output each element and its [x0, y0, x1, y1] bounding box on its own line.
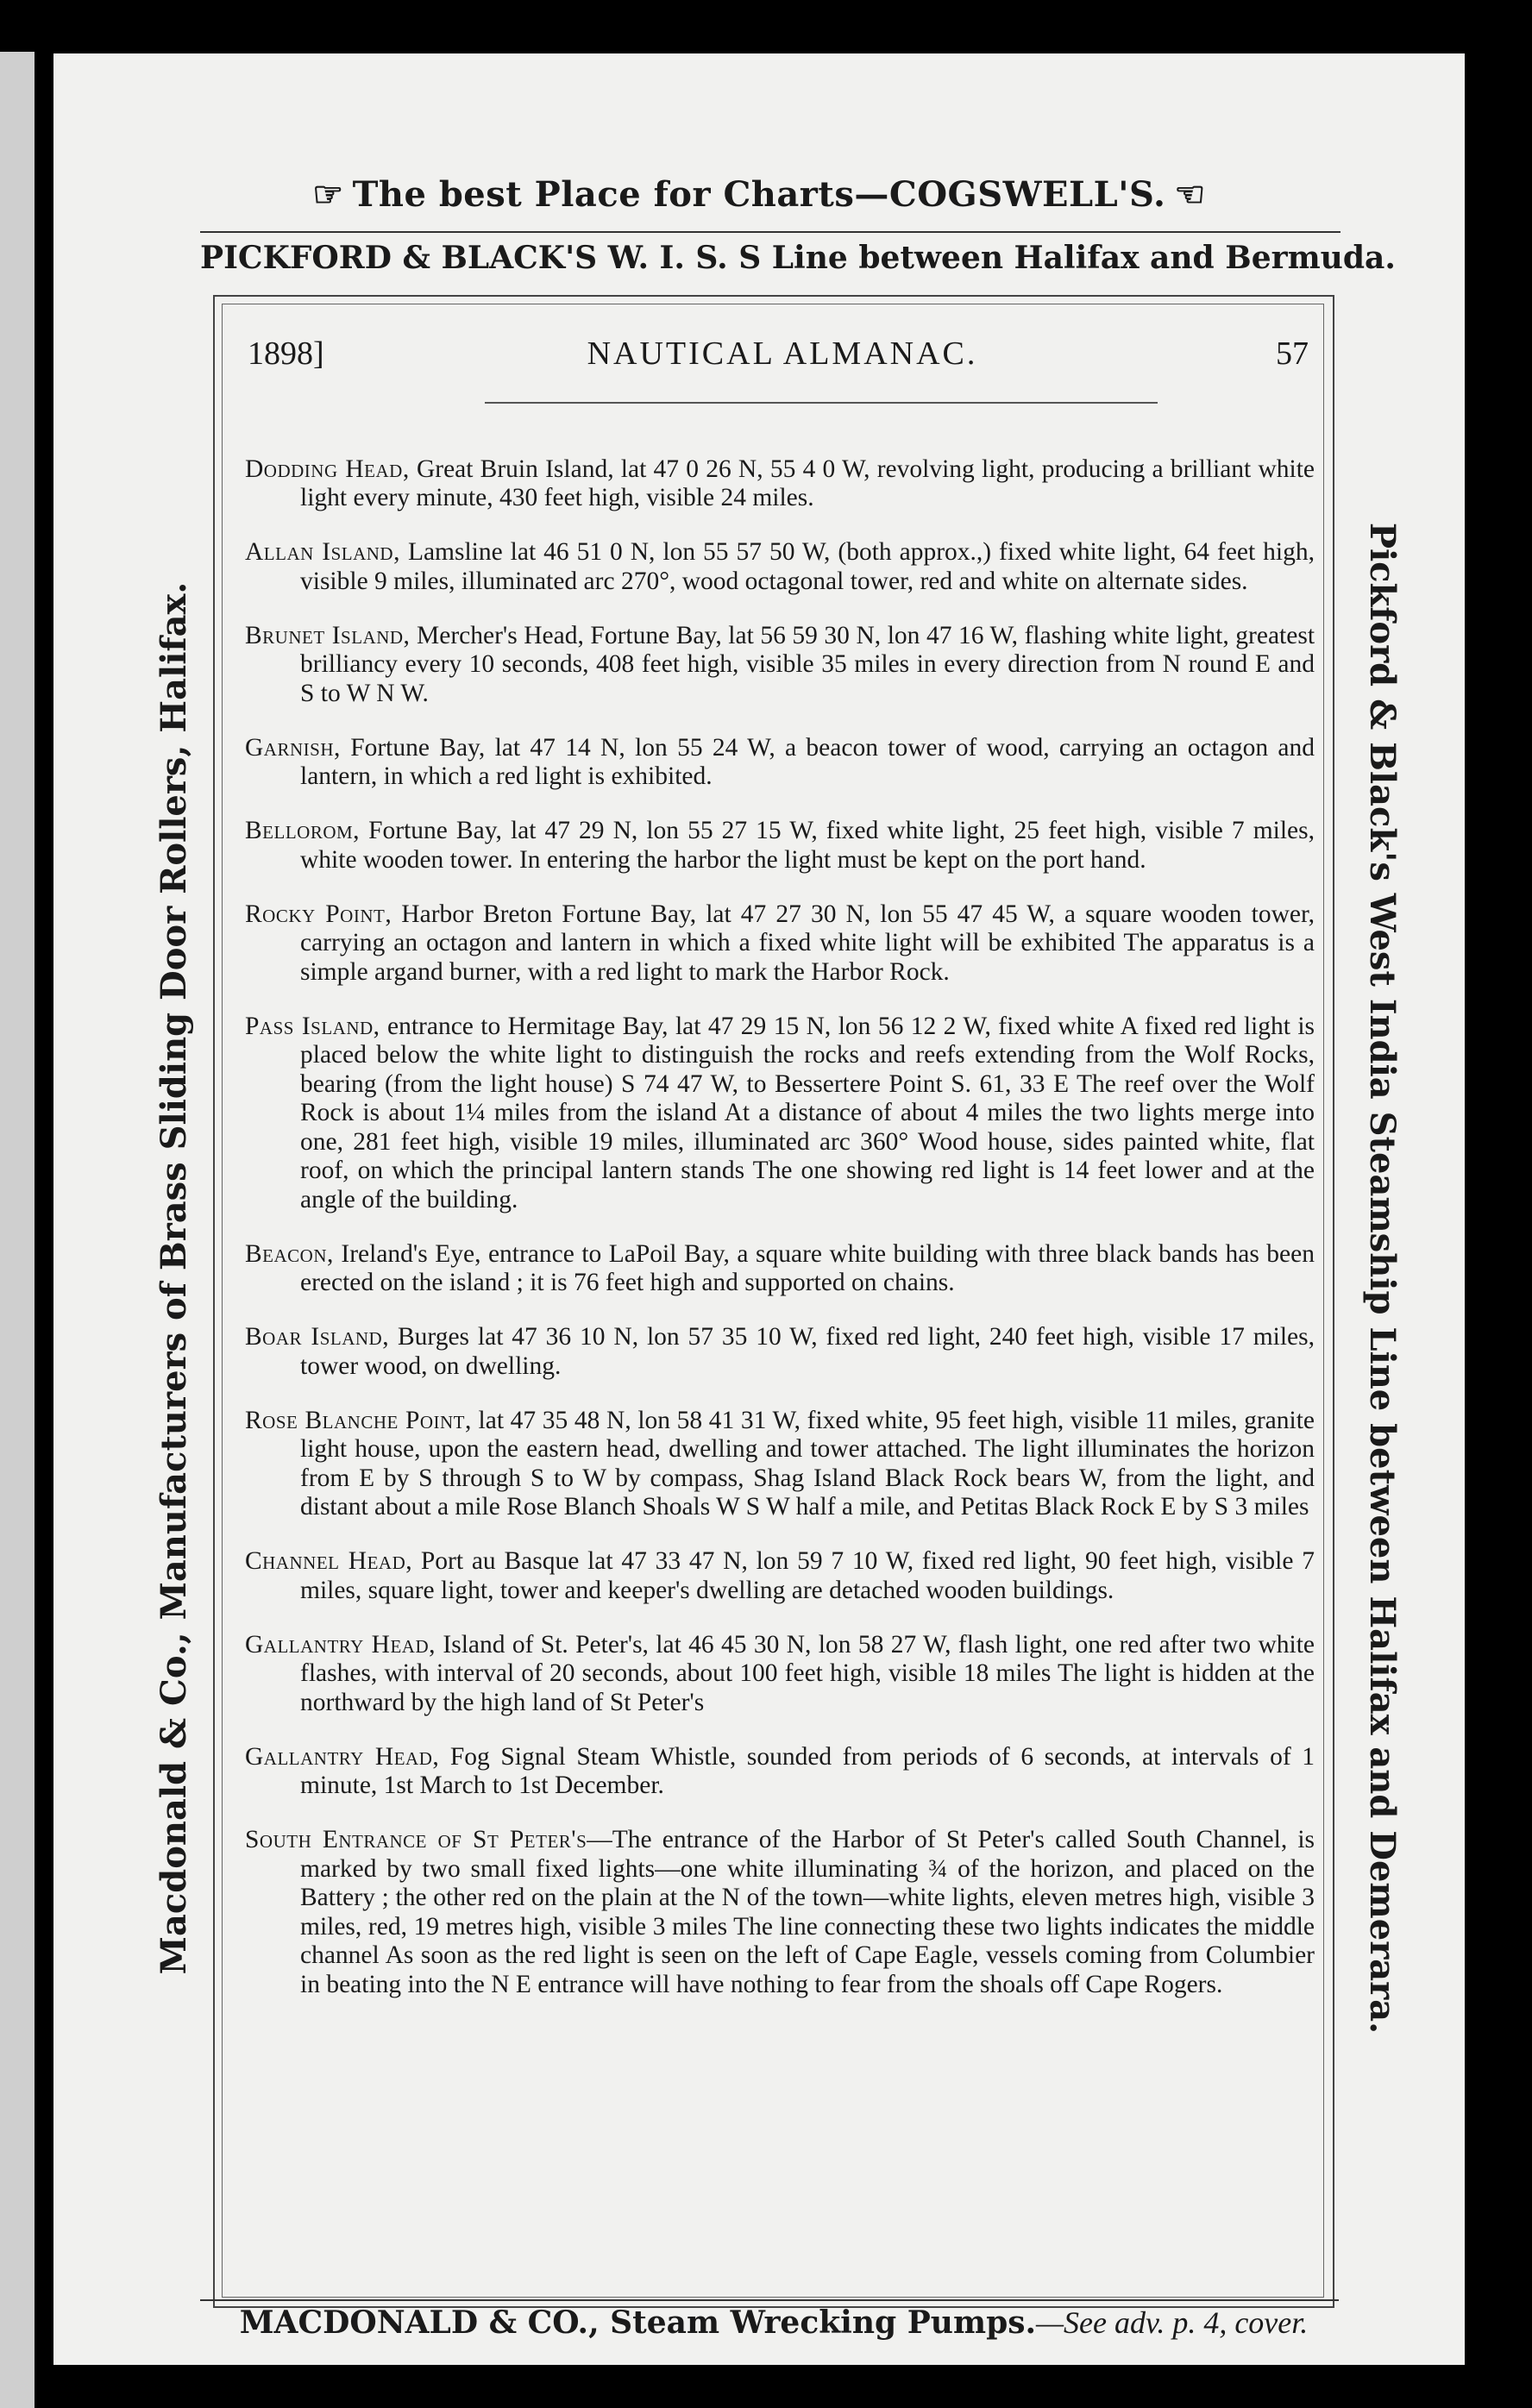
entry-name: Boar Island,	[245, 1323, 390, 1351]
top-advertisement	[53, 174, 1465, 215]
top-advertisement-text: The best Place for Charts—COGSWELL'S.	[352, 174, 1166, 215]
entry-text: Mercher's Head, Fortune Bay, lat 56 59 30 N, lon 47 16 W, flashing white light, greatest brilliancy every 10 seconds, 408 feet high, visible 35 miles in every direction from N round E and S to W N W.	[300, 621, 1315, 707]
list-item	[245, 1323, 1315, 1381]
lighthouse-entries	[245, 430, 1315, 2004]
pointing-hand-left-icon: ☜	[1174, 174, 1206, 215]
header-title: NAUTICAL ALMANAC.	[587, 335, 978, 372]
book-page	[53, 53, 1465, 2365]
list-item	[245, 1743, 1315, 1801]
right-margin-advertisement: Pickford & Black's West India Steamship Line between Halifax and Demerara.	[1362, 522, 1403, 2035]
entry-text: Harbor Breton Fortune Bay, lat 47 27 30 N, lon 55 47 45 W, a square wooden tower, carrying an octagon and lantern in which a fixed white light will be exhibited The apparatus is a simple argand burner, with a red light to mark the Harbor Rock.	[300, 900, 1315, 986]
bottom-advertisement	[209, 2305, 1339, 2341]
entry-text: Port au Basque lat 47 33 47 N, lon 59 7 10 W, fixed red light, 90 feet high, visible 7 miles, square light, tower and keeper's dwelling are detached wooden buildings.	[300, 1547, 1315, 1604]
scan-edge	[0, 52, 35, 2408]
list-item	[245, 817, 1315, 875]
header-rule	[485, 402, 1158, 404]
entry-text: Fog Signal Steam Whistle, sounded from periods of 6 seconds, at intervals of 1 minute, 1st March to 1st December.	[300, 1742, 1315, 1799]
list-item	[245, 455, 1315, 513]
entry-name: Bellorom,	[245, 817, 361, 844]
entry-name: Dodding Head,	[245, 455, 410, 483]
page-number: 57	[1276, 335, 1309, 372]
entry-name: Rocky Point,	[245, 900, 392, 928]
pointing-hand-right-icon: ☞	[312, 174, 344, 215]
divider	[200, 2299, 1339, 2301]
running-header	[248, 335, 1317, 378]
list-item	[245, 1407, 1315, 1522]
header-year: 1898]	[248, 335, 324, 372]
entry-text: Ireland's Eye, entrance to LaPoil Bay, a square white building with three black bands has been erected on the island ; it is 76 feet high and supported on chains.	[300, 1239, 1315, 1296]
entry-name: Channel Head,	[245, 1547, 413, 1575]
advertisement-reference: —See adv. p. 4, cover.	[1036, 2305, 1309, 2340]
entry-name: Gallantry Head,	[245, 1742, 440, 1771]
entry-name: Beacon,	[245, 1239, 334, 1268]
entry-text: Lamsline lat 46 51 0 N, lon 55 57 50 W, (both approx.,) fixed white light, 64 feet high, visible 9 miles, illuminated arc 270°, wood octagonal tower, red and white on alternate sides.	[300, 538, 1315, 595]
entry-name: Garnish,	[245, 733, 341, 762]
entry-name: Pass Island,	[245, 1012, 380, 1040]
steamship-advertisement: PICKFORD & BLACK'S W. I. S. S Line between Halifax and Bermuda.	[200, 240, 1396, 276]
entry-text: Fortune Bay, lat 47 29 N, lon 55 27 15 W, fixed white light, 25 feet high, visible 7 miles, white wooden tower. In entering the harbor the light must be kept on the port hand.	[300, 817, 1315, 874]
list-item	[245, 1013, 1315, 1215]
list-item	[245, 734, 1315, 792]
list-item	[245, 1826, 1315, 1999]
entry-text: Great Bruin Island, lat 47 0 26 N, 55 4 0 W, revolving light, producing a brilliant white light every minute, 430 feet high, visible 24 miles.	[300, 455, 1315, 511]
entry-text: lat 47 35 48 N, lon 58 41 31 W, fixed white, 95 feet high, visible 11 miles, granite light house, upon the eastern head, dwelling and tower attached. The light illuminates the horizon from E by S through S to W by compass, Shag Island Black Rock bears W, from the light, and distant about a mile Rose Blanch Shoals W S W half a mile, and Petitas Black Rock E by S 3 miles	[300, 1406, 1315, 1521]
left-margin-advertisement: Macdonald & Co., Manufacturers of Brass Sliding Door Rollers, Halifax.	[154, 581, 194, 1975]
list-item	[245, 900, 1315, 988]
divider	[200, 231, 1340, 233]
list-item	[245, 538, 1315, 596]
bottom-advertisement-text: MACDONALD & CO., Steam Wrecking Pumps.	[239, 2305, 1037, 2341]
list-item	[245, 1240, 1315, 1298]
entry-text: entrance to Hermitage Bay, lat 47 29 15 N, lon 56 12 2 W, fixed white A fixed red light is placed below the white light to distinguish the rocks and reefs extending from the Wolf Rocks, bearing (from the light house) S 74 47 W, to Bessertere Point S. 61, 33 E The reef over the Wolf Rock is about 1¼ miles from the island At a distance of about 4 miles the two lights merge into one, 281 feet high, visible 19 miles, illuminated arc 360° Wood house, sides painted white, flat roof, on which the principal lantern stands The one showing red light is 14 feet lower and at the angle of the building.	[300, 1012, 1315, 1213]
list-item	[245, 1631, 1315, 1718]
entry-name: Gallantry Head,	[245, 1630, 436, 1659]
entry-text: Burges lat 47 36 10 N, lon 57 35 10 W, fixed red light, 240 feet high, visible 17 miles, tower wood, on dwelling.	[300, 1323, 1315, 1380]
entry-name: Brunet Island,	[245, 621, 411, 649]
list-item	[245, 622, 1315, 709]
entry-text: Fortune Bay, lat 47 14 N, lon 55 24 W, a beacon tower of wood, carrying an octagon and lantern, in which a red light is exhibited.	[300, 733, 1315, 790]
entry-text: —The entrance of the Harbor of St Peter's called South Channel, is marked by two small fixed lights—one white illuminating ¾ of the horizon, and placed on the Battery ; the other red on the plain at the N of the town—white lights, eleven metres high, visible 3 miles, red, 19 metres high, visible 3 miles The line connecting these two lights indicates the middle channel As soon as the red light is seen on the left of Cape Eagle, vessels coming from Columbier in beating into the N E entrance will have nothing to fear from the shoals off Cape Rogers.	[300, 1826, 1315, 1998]
entry-name: South Entrance of St Peter's	[245, 1826, 587, 1853]
entry-name: Rose Blanche Point,	[245, 1406, 472, 1434]
list-item	[245, 1547, 1315, 1605]
entry-text: Island of St. Peter's, lat 46 45 30 N, lon 58 27 W, flash light, one red after two white flashes, with interval of 20 seconds, about 100 feet high, visible 18 miles The light is hidden at the northward by the high land of St Peter's	[300, 1630, 1315, 1716]
entry-name: Allan Island,	[245, 538, 400, 566]
